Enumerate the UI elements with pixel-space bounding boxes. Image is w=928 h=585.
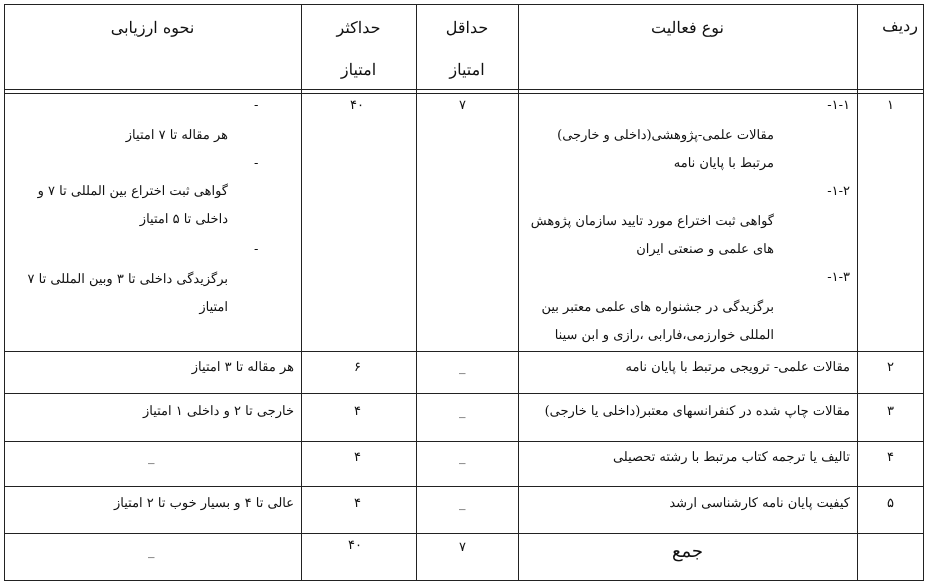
rule-row4-bottom [4, 486, 924, 487]
rule-col-left [4, 4, 5, 581]
rule-row5-bottom [4, 533, 924, 534]
row2-no: ۲ [887, 360, 894, 375]
total-label: جمع [671, 541, 704, 562]
rule-col-eval [301, 4, 302, 581]
row1-item1-line1: مقالات علمی-پژوهشی(داخلی و خارجی) [557, 128, 774, 143]
header-min-line1: حداقل [445, 18, 489, 37]
row4-min: _ [459, 450, 466, 465]
row5-no: ۵ [887, 496, 894, 511]
row1-item1-line2: مرتبط با پایان نامه [673, 156, 774, 171]
header-evaluation-method: نحوه ارزیابی [110, 18, 195, 37]
row1-no: ۱ [887, 98, 894, 113]
row3-evaluation: خارجی تا ۲ و داخلی ۱ امتیاز [142, 404, 294, 419]
row1-item1-code: ۱-۱- [827, 98, 850, 113]
header-activity-type: نوع فعالیت [650, 18, 724, 37]
rule-col-right [923, 4, 924, 581]
rule-col-min [518, 4, 519, 581]
header-min-line2: امتیاز [449, 60, 485, 79]
row3-max: ۴ [354, 404, 361, 419]
row3-activity: مقالات چاپ شده در کنفرانسهای معتبر(داخلی یا خارجی) [544, 404, 850, 419]
rule-row2-bottom [4, 393, 924, 394]
total-min: ۷ [459, 540, 466, 555]
score-table [4, 4, 924, 581]
row1-max: ۴۰ [350, 98, 364, 113]
row4-max: ۴ [354, 450, 361, 465]
row1-item2-line2: های علمی و صنعتی ایران [636, 242, 774, 257]
header-max-line1: حداکثر [336, 18, 381, 37]
total-max: ۴۰ [348, 538, 362, 553]
row1-eval1-line1: هر مقاله تا ۷ امتیاز [125, 128, 228, 143]
row3-min: _ [459, 404, 466, 419]
row5-min: _ [459, 496, 466, 511]
row4-activity: تالیف یا ترجمه کتاب مرتبط با رشته تحصیلی [612, 450, 850, 465]
row1-item2-code: ۱-۲- [827, 184, 850, 199]
row1-item3-line1: برگزیدگی در جشنواره های علمی معتبر بین [541, 300, 774, 315]
row4-no: ۴ [887, 450, 894, 465]
row2-max: ۶ [354, 360, 361, 375]
row1-eval2-line2: داخلی تا ۵ امتیاز [139, 212, 228, 227]
row5-activity: کیفیت پایان نامه کارشناسی ارشد [669, 496, 850, 511]
row2-min: _ [459, 360, 466, 375]
rule-top [4, 4, 924, 5]
row2-evaluation: هر مقاله تا ۳ امتیاز [191, 360, 294, 375]
row1-item2-line1: گواهی ثبت اختراع مورد تایید سازمان پژوهش [530, 214, 774, 229]
rule-header-bottom [4, 89, 924, 94]
row1-eval2-line1: گواهی ثبت اختراع بین المللی تا ۷ و [37, 184, 228, 199]
row5-max: ۴ [354, 496, 361, 511]
row1-eval3-line2: امتیاز [199, 300, 228, 315]
row5-evaluation: عالی تا ۴ و بسیار خوب تا ۲ امتیاز [113, 496, 294, 511]
row3-no: ۳ [887, 404, 894, 419]
row1-eval1-dash: - [254, 98, 259, 113]
rule-col-activity [857, 4, 858, 581]
rule-bottom [4, 580, 924, 581]
header-max-line2: امتیاز [340, 60, 377, 79]
row1-eval3-line1: برگزیدگی داخلی تا ۳ وبین المللی تا ۷ [27, 272, 228, 287]
row1-item3-line2: المللی خوارزمی،فارابی ،رازی و ابن سینا [554, 328, 774, 343]
row1-item3-code: ۱-۳- [827, 270, 850, 285]
total-evaluation: _ [148, 544, 155, 559]
row1-min: ۷ [459, 98, 466, 113]
row2-activity: مقالات علمی- ترویجی مرتبط با پایان نامه [625, 360, 850, 375]
row1-eval2-dash: - [254, 156, 259, 171]
rule-col-max [416, 4, 417, 581]
row4-evaluation: _ [148, 450, 155, 465]
row1-eval3-dash: - [254, 242, 259, 257]
rule-row1-bottom [4, 351, 924, 352]
header-row-no: ردیف [882, 16, 918, 35]
rule-row3-bottom [4, 441, 924, 442]
